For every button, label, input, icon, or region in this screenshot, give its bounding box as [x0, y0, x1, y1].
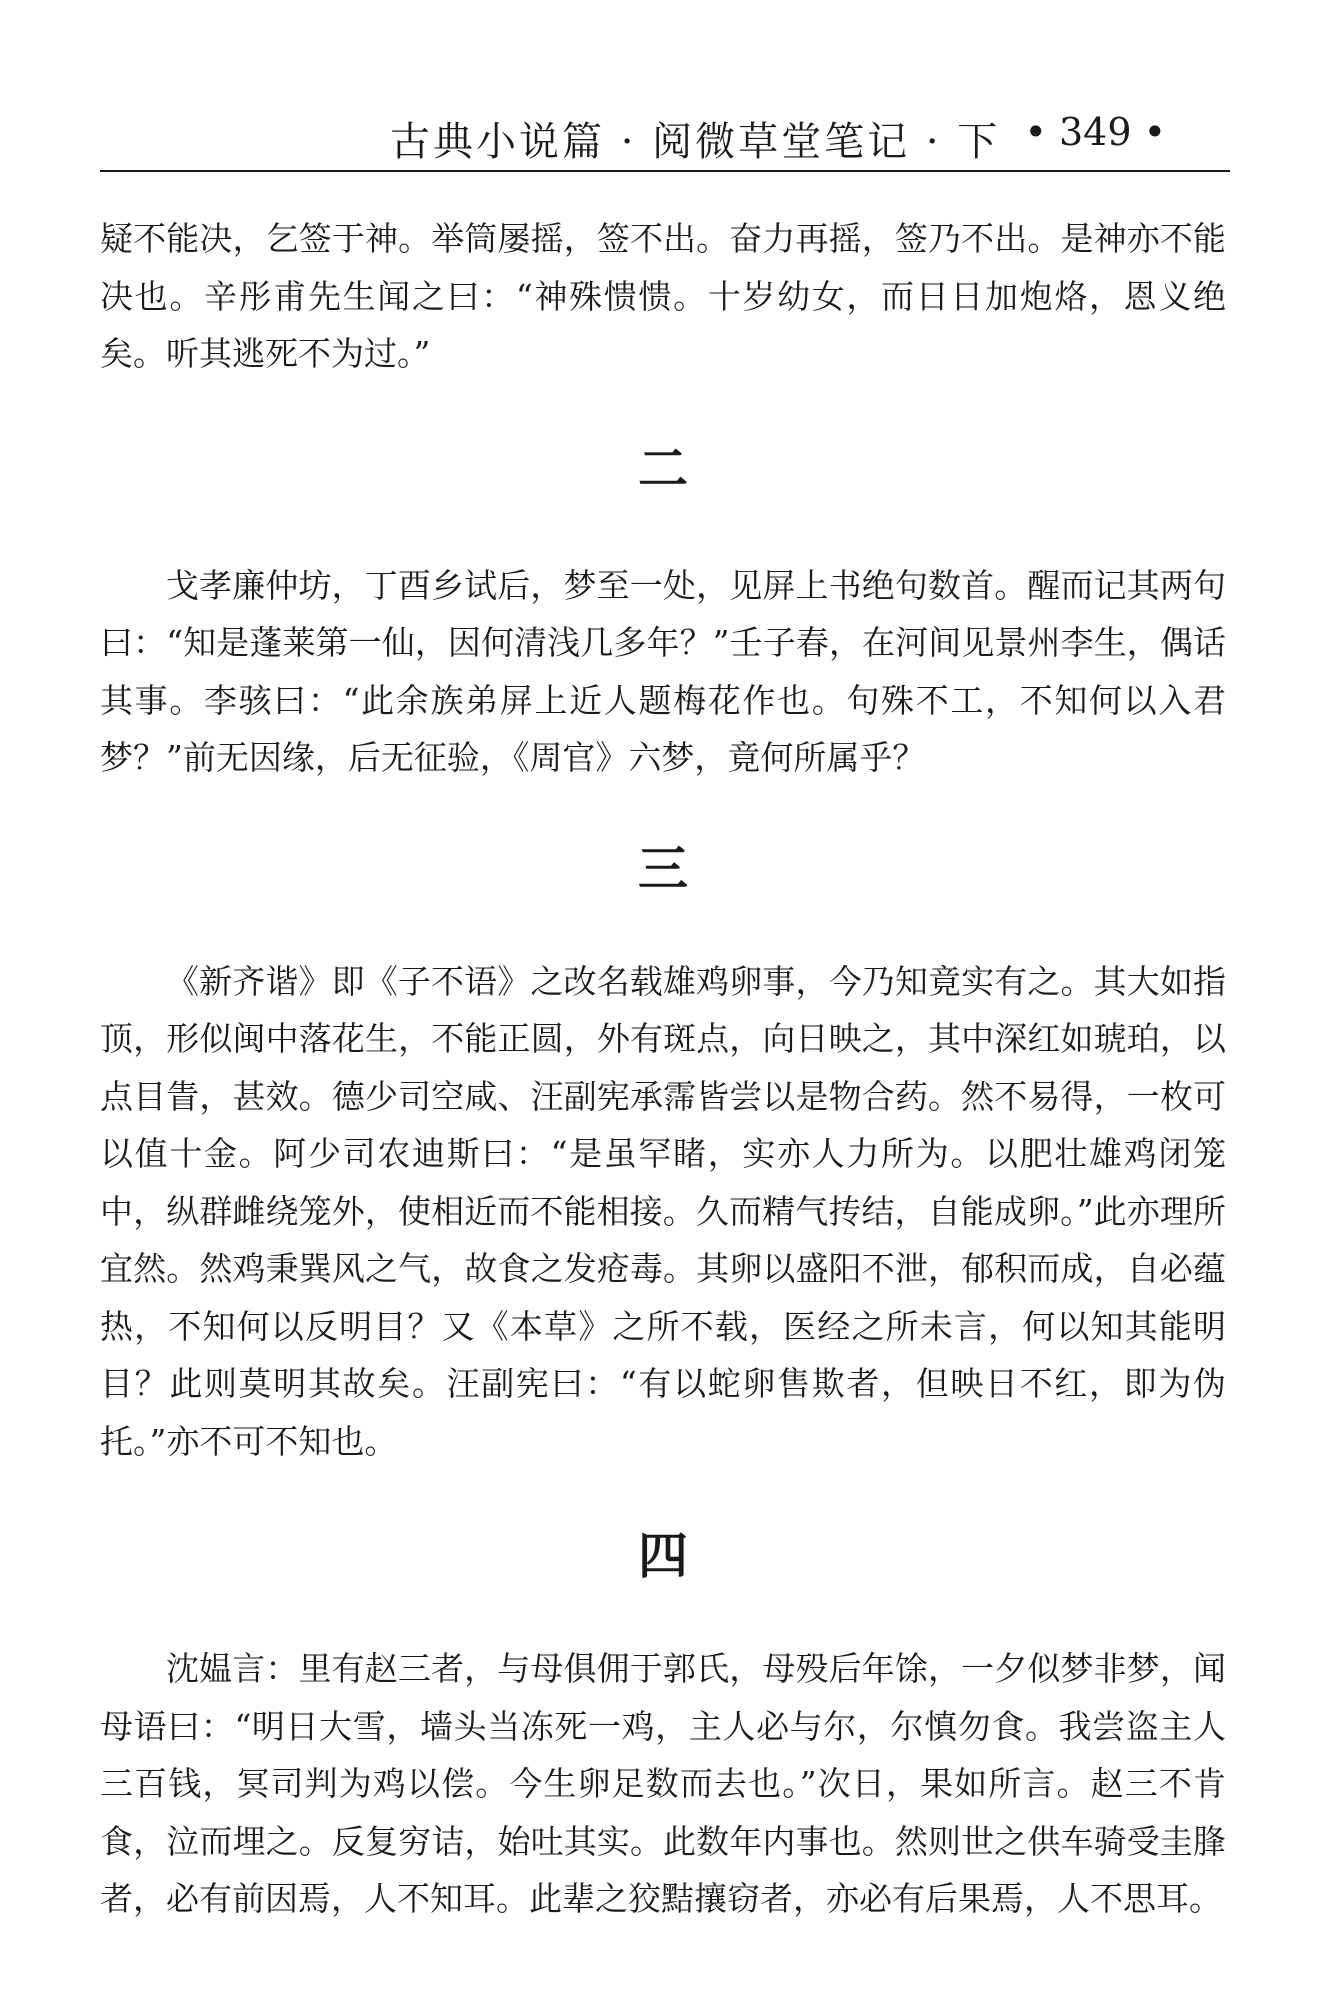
header-rule — [100, 170, 1230, 172]
continued-paragraph: 疑不能决，乞签于神。举筒屡摇，签不出。奋力再摇，签乃不出。是神亦不能决也。辛彤甫先生闻之曰：“神殊愦愦。十岁幼女，而日日加炮烙，恩义绝矣。听其逃死不为过。” — [100, 219, 1226, 373]
section-4-paragraph: 沈媪言：里有赵三者，与母俱佣于郭氏，母殁后年馀，一夕似梦非梦，闻母语曰：“明日大雪，墙头当冻死一鸡，主人必与尔，尔慎勿食。我尝盗主人三百钱，冥司判为鸡以偿。今生卵足数而去也。”次日，果如所言。赵三不肯食，泣而埋之。反复穷诘，始吐其实。此数年内事也。然则世之供车骑受圭䏺者，必有前因焉，人不知耳。此辈之狡黠攘窃者，亦必有后果焉，人不思耳。 — [100, 1649, 1226, 1918]
section-heading-4: 四 — [638, 1527, 688, 1585]
section-heading-3: 三 — [638, 839, 688, 898]
page-body — [100, 210, 1226, 1928]
page-number: • 349 • — [1024, 110, 1166, 154]
running-head — [100, 96, 1226, 166]
section-heading-2: 二 — [638, 439, 688, 498]
running-title: 古典小说篇 · 阅微草堂笔记 · 下 — [390, 119, 1001, 165]
section-3-paragraph: 《新齐谐》即《子不语》之改名载雄鸡卵事，今乃知竟实有之。其大如指顶，形似闽中落花生，不能正圆，外有斑点，向日映之，其中深红如琥珀，以点目眚，甚效。德少司空咸、汪副宪承霈皆尝以是物合药。然不易得，一枚可以值十金。阿少司农迪斯曰：“是虽罕睹，实亦人力所为。以肥壮雄鸡闭笼中，纵群雌绕笼外，使相近而不能相接。久而精气抟结，自能成卵。”此亦理所宜然。然鸡秉巽风之气，故食之发疮毒。其卵以盛阳不泄，郁积而成，自必蕴热，不知何以反明目？又《本草》之所不载，医经之所未言，何以知其能明目？此则莫明其故矣。汪副宪曰：“有以蛇卵售欺者，但映日不红，即为伪托。”亦不可不知也。 — [100, 961, 1226, 1461]
section-2-paragraph: 戈孝廉仲坊，丁酉乡试后，梦至一处，见屏上书绝句数首。醒而记其两句曰：“知是蓬莱第一仙，因何清浅几多年？”壬子春，在河间见景州李生，偶话其事。李骇曰：“此余族弟屏上近人题梅花作也。句殊不工，不知何以入君梦？”前无因缘，后无征验，《周官》六梦，竟何所属乎？ — [100, 565, 1226, 777]
